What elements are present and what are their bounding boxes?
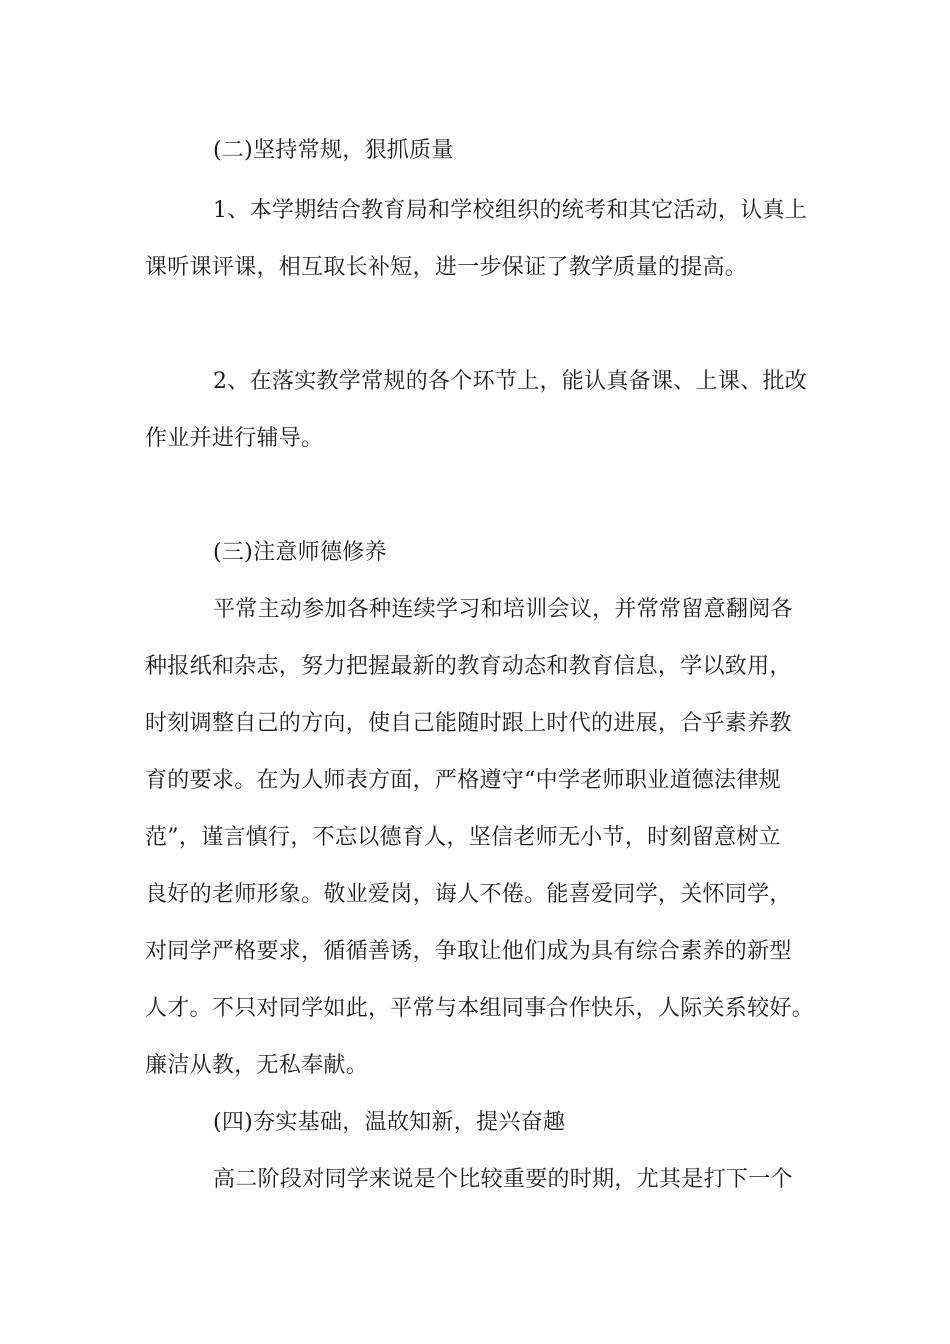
paragraph-line: 1、本学期结合教育局和学校组织的统考和其它活动，认真上 [213, 198, 808, 223]
paragraph-line: 时刻调整自己的方向，使自己能随时跟上时代的进展，合乎素养教 [145, 711, 792, 736]
paragraph-line: 2、在落实教学常规的各个环节上，能认真备课、上课、批改 [213, 369, 808, 394]
paragraph-line: 人才。不只对同学如此，平常与本组同事合作快乐，人际关系较好。 [145, 996, 815, 1021]
paragraph-line: 高二阶段对同学来说是个比较重要的时期，尤其是打下一个 [213, 1167, 793, 1192]
section-heading-2: (二)坚持常规，狠抓质量 [213, 138, 454, 163]
paragraph-line: 种报纸和杂志，努力把握最新的教育动态和教育信息，学以致用， [145, 654, 792, 679]
paragraph-line: 范”，谨言慎行，不忘以德育人，坚信老师无小节，时刻留意树立 [145, 825, 781, 850]
paragraph-line: 廉洁从教，无私奉献。 [145, 1053, 369, 1078]
paragraph-line: 育的要求。在为人师表方面，严格遵守“中学老师职业道德法律规 [145, 768, 781, 793]
section-heading-3: (三)注意师德修养 [213, 540, 387, 565]
section-heading-4: (四)夯实基础，温故知新，提兴奋趣 [213, 1110, 566, 1135]
paragraph-line: 平常主动参加各种连续学习和培训会议，并常常留意翻阅各 [213, 597, 793, 622]
paragraph-line: 良好的老师形象。敬业爱岗，诲人不倦。能喜爱同学，关怀同学， [145, 882, 792, 907]
paragraph-line: 课听课评课，相互取长补短，进一步保证了教学质量的提高。 [145, 255, 748, 280]
paragraph-line: 作业并进行辅导。 [145, 426, 324, 451]
paragraph-line: 对同学严格要求，循循善诱，争取让他们成为具有综合素养的新型 [145, 939, 792, 964]
